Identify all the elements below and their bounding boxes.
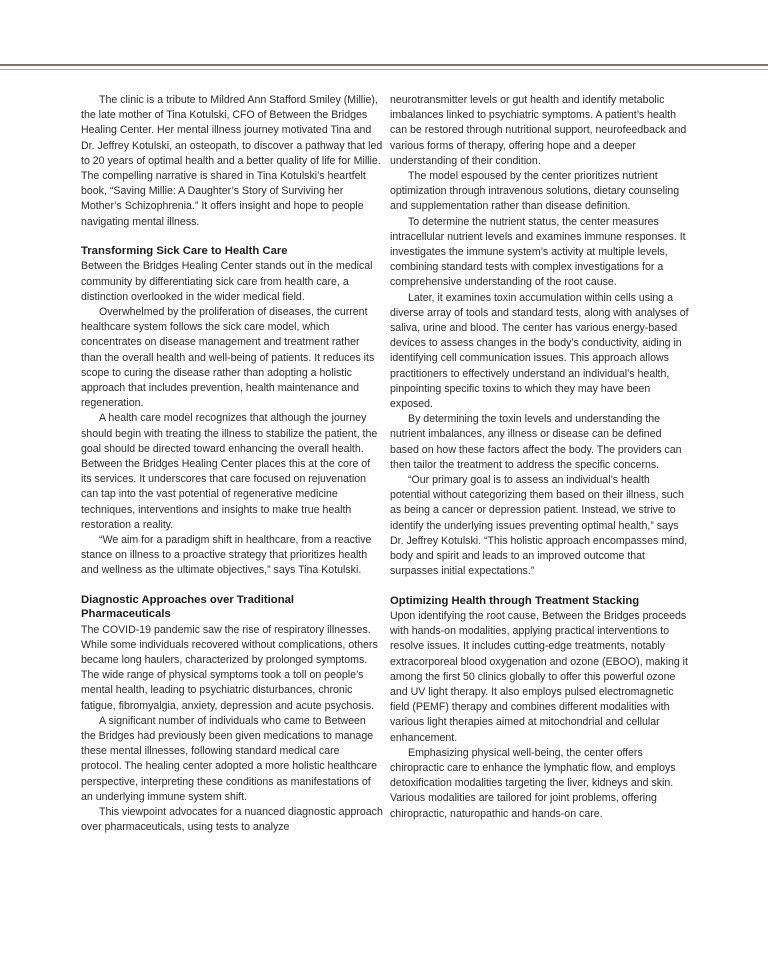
- left-column: [81, 93, 383, 835]
- right-column: [390, 93, 692, 822]
- body-paragraph: To determine the nutrient status, the center measures intracellular nutrient levels and examines immune responses. It investigates the immune system’s activity at multiple levels, combining standard tests with complex investigations for a comprehensive understanding of the root cause.: [390, 215, 686, 289]
- body-paragraph: Emphasizing physical well-being, the center offers chiropractic care to enhance the lymphatic flow, and employs detoxification modalities targeting the liver, kidneys and skin. Various modalities are tailored for joint problems, offering chiropractic, naturopathic and hands-on care.: [390, 746, 676, 820]
- body-paragraph: Overwhelmed by the proliferation of diseases, the current healthcare system follows the sick care model, which concentrates on disease management and treatment rather than the overall health and well-being of patients. It reduces its scope to curing the disease rather than adopting a holistic approach that includes prevention, health maintenance and regeneration.: [81, 305, 375, 410]
- section-heading-diagnostic: Diagnostic Approaches over Traditional Pharmaceuticals: [81, 593, 295, 621]
- quote-paragraph: “We aim for a paradigm shift in healthcare, from a reactive stance on illness to a proactive strategy that prioritizes health and wellness as the ultimate objectives,” says Tina Kotulski.: [81, 533, 372, 577]
- body-paragraph: Between the Bridges Healing Center stands out in the medical community by differentiating sick care from health care, a distinction overlooked in the wider medical field.: [81, 260, 373, 303]
- body-paragraph: Upon identifying the root cause, Between the Bridges proceeds with hands-on modalities, applying practical interventions to resolve issues. It includes cutting-edge treatments, notably extracorporeal blood oxygenation and ozone (EBOO), making it among the first 50 clinics globally to offer this powerful ozone and UV light therapy. It also employs pulsed electromagnetic field (PEMF) therapy and combines different modalities with various light therapies aimed at mitochondrial and cellular enhancement.: [390, 610, 688, 744]
- header-rule: [0, 64, 768, 66]
- body-paragraph: The COVID-19 pandemic saw the rise of respiratory illnesses. While some individuals recovered without complications, others became long haulers, characterized by prolonged symptoms. The wide range of physical symptoms took a toll on people’s mental health, leading to psychiatric disturbances, chronic fatigue, fibromyalgia, anxiety, depression and acute psychosis.: [81, 623, 378, 712]
- body-paragraph: A health care model recognizes that although the journey should begin with treating the illness to stabilize the patient, the goal should be directed toward enhancing the overall health. Between the Bridges Healing Center places this at the core of its services. It underscores that care focused on rejuvenation can tap into the vast potential of regenerative medicine techniques, interventions and insights to make true health restoration a reality.: [81, 412, 378, 531]
- header-rule-thin: [0, 69, 768, 70]
- body-paragraph: Later, it examines toxin accumulation within cells using a diverse array of tools and standard tests, along with analyses of saliva, urine and blood. The center has various energy-based devices to assess changes in the body’s conductivity, aiding in identifying cell communication issues. This approach allows practitioners to effectively understand an individual’s health, pinpointing specific toxins to which they may have been exposed.: [390, 291, 689, 411]
- continued-paragraph: neurotransmitter levels or gut health and identify metabolic imbalances linked to psychiatric symptoms. A patient’s health can be restored through nutritional support, neurofeedback and various forms of therapy, offering hope and a deeper understanding of their condition.: [390, 94, 687, 167]
- section-heading-optimizing: Optimizing Health through Treatment Stacking: [390, 594, 640, 607]
- body-paragraph: A significant number of individuals who came to Between the Bridges had previously been given medications to manage these mental illnesses, following standard medical care protocol. The healing center adopted a more holistic healthcare perspective, interpreting these conditions as manifestations of an underlying immune system shift.: [81, 714, 378, 803]
- quote-paragraph: “Our primary goal is to assess an individual’s health potential without categorizing them based on their illness, such as being a cancer or depression patient. Instead, we strive to identify the underlying issues preventing optimal health,” says Dr. Jeffrey Kotulski. “This holistic approach encompasses mind, body and spirit and leads to an improved outcome that surpasses initial expectations.”: [390, 474, 688, 578]
- intro-paragraph: The clinic is a tribute to Mildred Ann Stafford Smiley (Millie), the late mother of Tina Kotulski, CFO of Between the Bridges Healing Center. Her mental illness journey motivated Tina and Dr. Jeffrey Kotulski, an osteopath, to discover a pathway that led to 20 years of optimal health and a better quality of life for Millie. The compelling narrative is shared in Tina Kotulski’s heartfelt book, “Saving Millie: A Daughter’s Story of Surviving her Mother’s Schizophrenia.” It offers insight and hope to people navigating mental illness.: [81, 94, 383, 228]
- body-paragraph: By determining the toxin levels and understanding the nutrient imbalances, any illness or disease can be defined based on how these factors affect the body. The providers can then tailor the treatment to address the specific concerns.: [390, 413, 682, 471]
- body-paragraph: This viewpoint advocates for a nuanced diagnostic approach over pharmaceuticals, using tests to analyze: [81, 806, 383, 834]
- body-paragraph: The model espoused by the center prioritizes nutrient optimization through intravenous solutions, dietary counseling and supplementation rather than disease definition.: [390, 170, 680, 213]
- section-heading-transforming: Transforming Sick Care to Health Care: [81, 244, 288, 257]
